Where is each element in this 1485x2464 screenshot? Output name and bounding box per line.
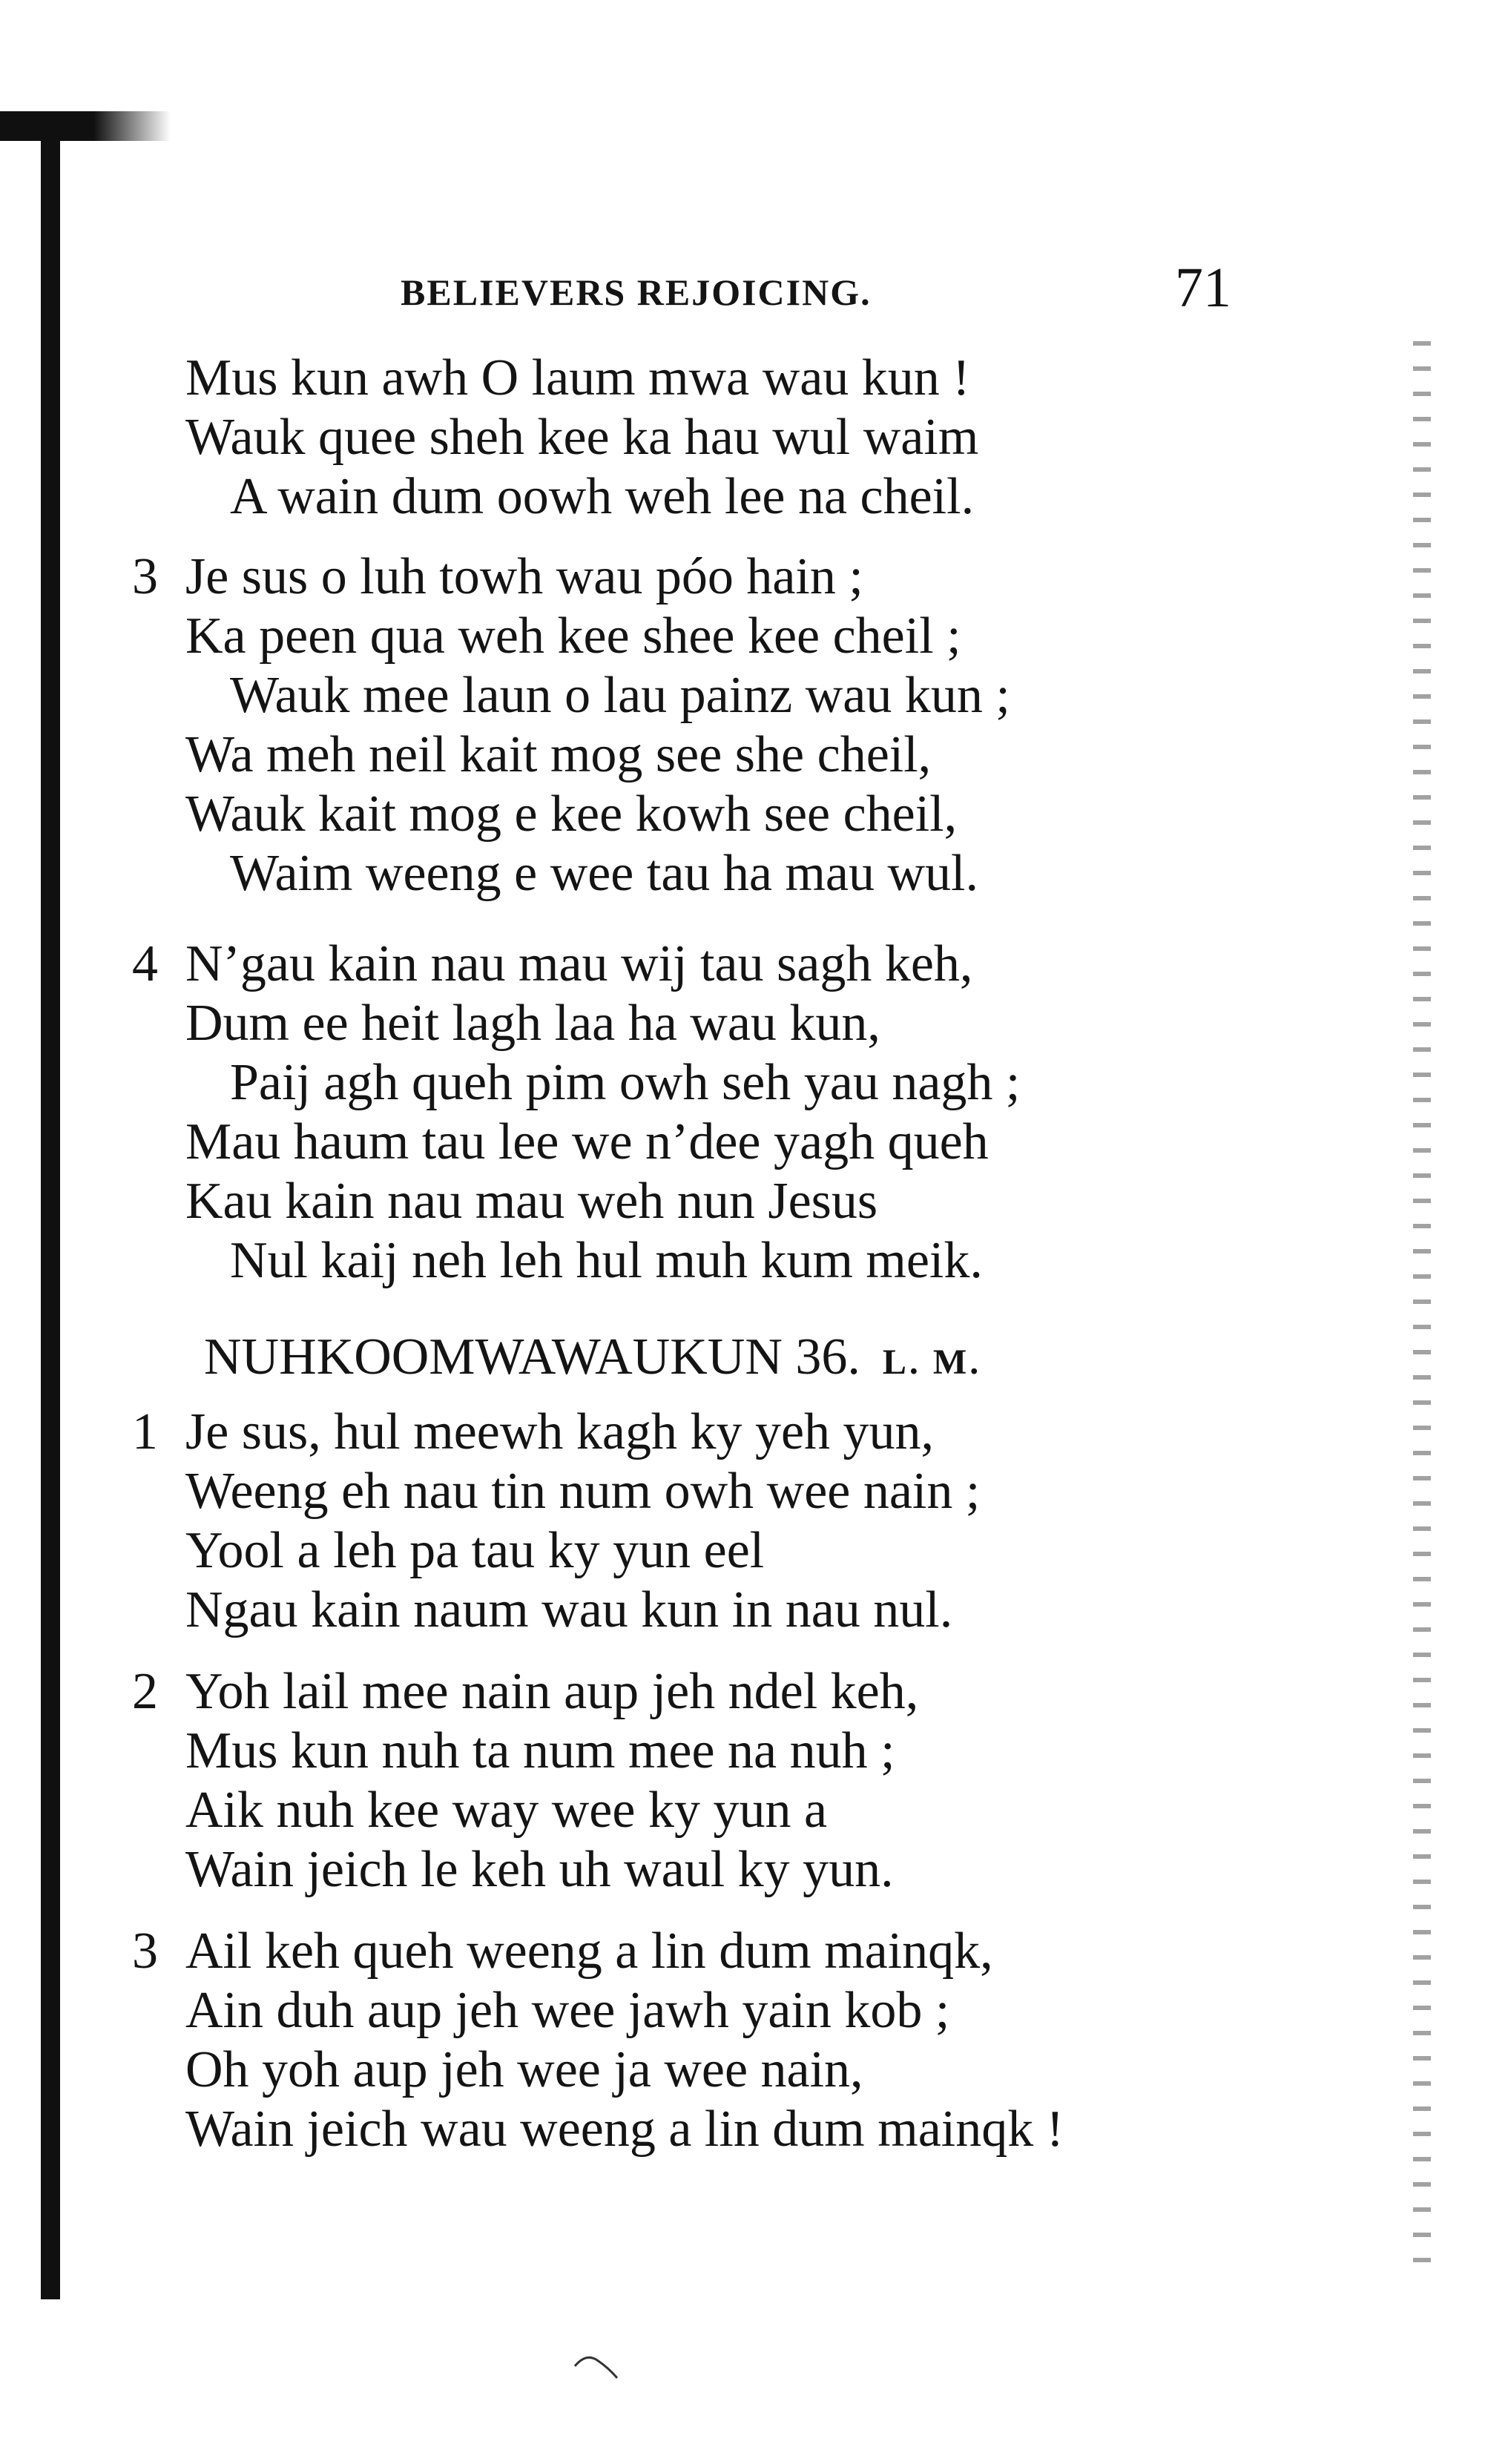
hymn-line: A wain dum oowh weh lee na cheil. xyxy=(230,468,975,525)
printers-mark-ornament xyxy=(571,2351,623,2381)
hymn-line: Waim weeng e wee tau ha mau wul. xyxy=(230,845,978,902)
hymn-title-text: NUHKOOMWAWAUKUN 36. xyxy=(204,1328,860,1386)
hymn-line: Nul kaij neh leh hul muh kum meik. xyxy=(230,1232,983,1289)
hymn-line: Wa meh neil kait mog see she cheil, xyxy=(185,726,932,783)
hymn-line: Weeng eh nau tin num owh wee nain ; xyxy=(185,1463,981,1520)
hymn-line: Wauk mee laun o lau painz wau kun ; xyxy=(230,667,1010,724)
hymn-line: Wauk kait mog e kee kowh see cheil, xyxy=(185,785,958,843)
hymn-line: Aik nuh kee way wee ky yun a xyxy=(185,1782,828,1839)
verse-number: 1 xyxy=(132,1403,158,1460)
hymn-line: Yool a leh pa tau ky yun eel xyxy=(185,1522,765,1579)
hymn-line: Wauk quee sheh kee ka hau wul waim xyxy=(185,409,979,466)
verse-number: 2 xyxy=(132,1663,158,1720)
hymn-line: Wain jeich le keh uh waul ky yun. xyxy=(185,1841,894,1898)
hymn-line: Oh yoh aup jeh wee ja wee nain, xyxy=(185,2041,863,2098)
hymn-line: Ngau kain naum wau kun in nau nul. xyxy=(185,1581,953,1638)
hymn-line: Mau haum tau lee we n’dee yagh queh xyxy=(185,1113,989,1170)
hymn-line: Ail keh queh weeng a lin dum mainqk, xyxy=(185,1923,993,1980)
page-header xyxy=(401,256,1231,323)
page-number: 71 xyxy=(1175,257,1231,319)
hymn-line: Mus kun awh O laum mwa wau kun ! xyxy=(185,349,970,406)
book-spine-shadow xyxy=(41,111,60,2299)
verse-number: 3 xyxy=(132,1923,158,1980)
verse-number: 3 xyxy=(132,548,158,605)
hymn-line: Je sus o luh towh wau póo hain ; xyxy=(185,548,863,605)
page-edge-marks xyxy=(1413,341,1431,2270)
hymn-line: Paij agh queh pim owh seh yau nagh ; xyxy=(230,1054,1021,1111)
hymn-line: Dum ee heit lagh laa ha wau kun, xyxy=(185,995,880,1052)
hymn-line: Yoh lail mee nain aup jeh ndel keh, xyxy=(185,1663,919,1720)
running-head: BELIEVERS REJOICING. xyxy=(401,271,872,313)
hymn-line: Ka peen qua weh kee shee kee cheil ; xyxy=(185,607,961,665)
hymn-line: Wain jeich wau weeng a lin dum mainqk ! xyxy=(185,2101,1064,2158)
hymn-meter: L. M. xyxy=(882,1343,982,1382)
hymn-title xyxy=(204,1328,981,1392)
verse-number: 4 xyxy=(132,935,158,992)
hymn-line: N’gau kain nau mau wij tau sagh keh, xyxy=(185,935,973,992)
hymn-line: Mus kun nuh ta num mee na nuh ; xyxy=(185,1722,895,1779)
hymn-line: Kau kain nau mau weh nun Jesus xyxy=(185,1173,878,1230)
book-spine-top-shadow xyxy=(0,111,171,141)
hymn-line: Je sus, hul meewh kagh ky yeh yun, xyxy=(185,1403,935,1460)
hymn-line: Ain duh aup jeh wee jawh yain kob ; xyxy=(185,1982,950,2039)
